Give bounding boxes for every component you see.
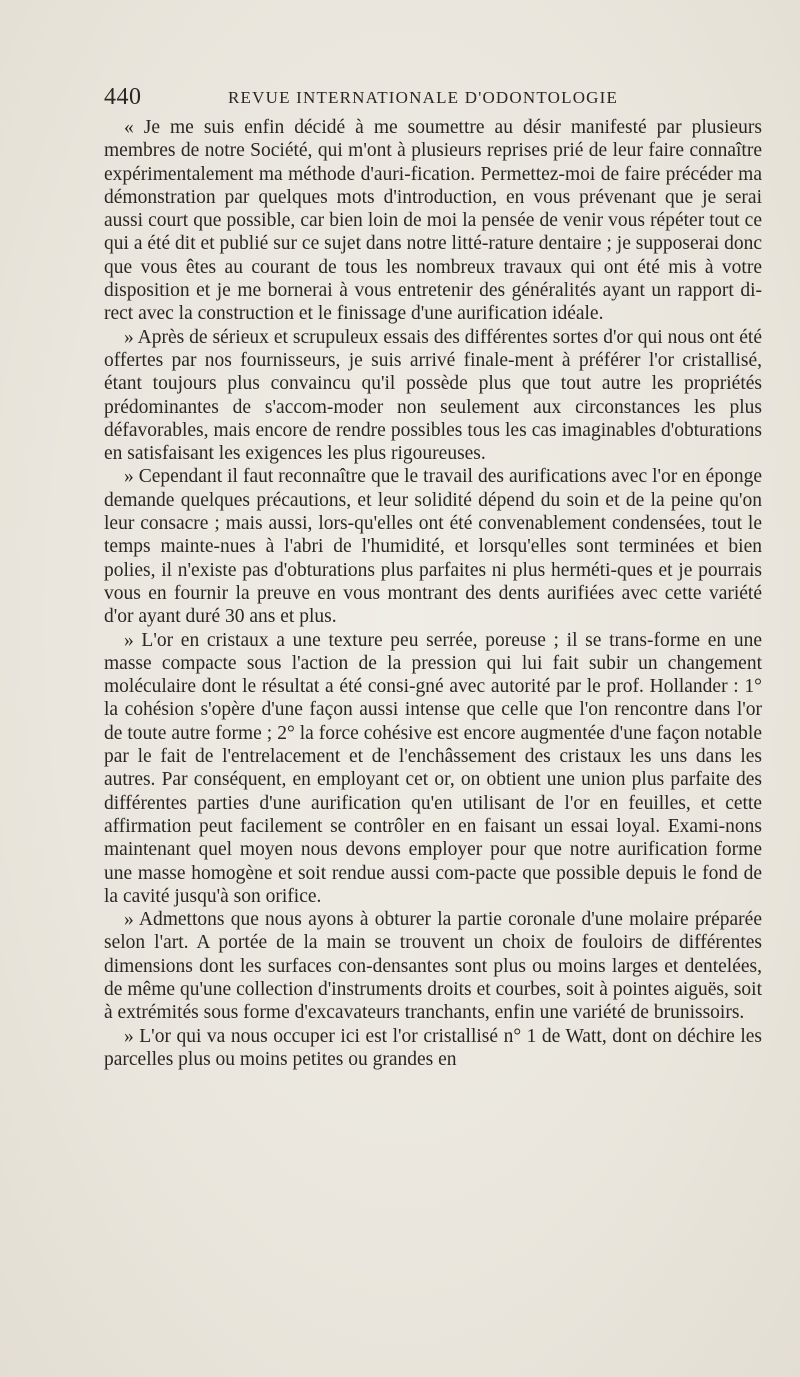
paragraph: » Cependant il faut reconnaître que le travail des aurifications avec l'or en éponge demande quelques précautions, et leur solidité dépend du soin et de la peine qu'on leur consacre ; mais aussi, lors-qu'elles ont été convenablement condensées, tout le temps mainte-nues à l'abri de l'humidité, et lorsqu'elles sont terminées et bien polies, il n'existe pas d'obturations plus parfaites ni plus herméti-ques et je pourrais vous en fournir la preuve en vous montrant des dents aurifiées avec cette variété d'or ayant duré 30 ans et plus. (104, 466, 762, 628)
page-header (104, 84, 764, 114)
paragraph: » Admettons que nous ayons à obturer la partie coronale d'une molaire préparée selon l'art. A portée de la main se trouvent un choix de fouloirs de différentes dimensions dont les surfaces con-densantes sont plus ou moins larges et dentelées, de même qu'une collection d'instruments droits et courbes, soit à pointes aiguës, soit à extrémités sous forme d'excavateurs tranchants, enfin une variété de brunissoirs. (104, 909, 762, 1024)
paragraph: » Après de sérieux et scrupuleux essais des différentes sortes d'or qui nous ont été offertes par nos fournisseurs, je suis arrivé finale-ment à préférer l'or cristallisé, étant toujours plus convaincu qu'il possède plus que tout autre les propriétés prédominantes de s'accom-moder non seulement aux circonstances les plus défavorables, mais encore de rendre possibles tous les cas imaginables d'obturations en satisfaisant les exigences les plus rigoureuses. (104, 326, 762, 465)
paragraph: » L'or en cristaux a une texture peu serrée, poreuse ; il se trans-forme en une masse compacte sous l'action de la pression qui lui fait subir un changement moléculaire dont le résultat a été consi-gné avec autorité par le prof. Hollander : 1° la cohésion s'opère d'une façon aussi intense que celle que l'on rencontre dans l'or de toute autre forme ; 2° la force cohésive est encore augmentée d'une façon notable par le fait de l'entrelacement et de l'enchâssement des cristaux les uns dans les autres. Par conséquent, en employant cet or, on obtient une union plus parfaite des différentes parties d'une aurification qu'en utilisant de l'or en feuilles, et cette affirmation peut facilement se contrôler en en faisant un essai loyal. Exami-nons maintenant quel moyen nous devons employer pour que notre aurification forme une masse homogène et soit rendue aussi com-pacte que possible depuis le fond de la cavité jusqu'à son orifice. (104, 629, 762, 907)
paragraph: « Je me suis enfin décidé à me soumettre au désir manifesté par plusieurs membres de notre Société, qui m'ont à plusieurs reprises prié de leur faire connaître expérimentalement ma méthode d'auri-fication. Permettez-moi de faire précéder ma démonstration par quelques mots d'introduction, en vous prévenant que je serai aussi court que possible, car bien loin de moi la pensée de venir vous répéter tout ce qui a été dit et publié sur ce sujet dans notre litté-rature dentaire ; je supposerai donc que vous êtes au courant de tous les nombreux travaux qui ont été mis à votre disposition et je me bornerai à vous entretenir des généralités ayant un rapport di-rect avec la construction et le finissage d'une aurification idéale. (104, 117, 762, 325)
paragraph: » L'or qui va nous occuper ici est l'or cristallisé n° 1 de Watt, dont on déchire les parcelles plus ou moins petites ou grandes en (104, 1025, 762, 1070)
page-number: 440 (104, 84, 142, 110)
running-title: REVUE INTERNATIONALE D'ODONTOLOGIE (228, 88, 619, 107)
body-text (104, 116, 762, 1071)
